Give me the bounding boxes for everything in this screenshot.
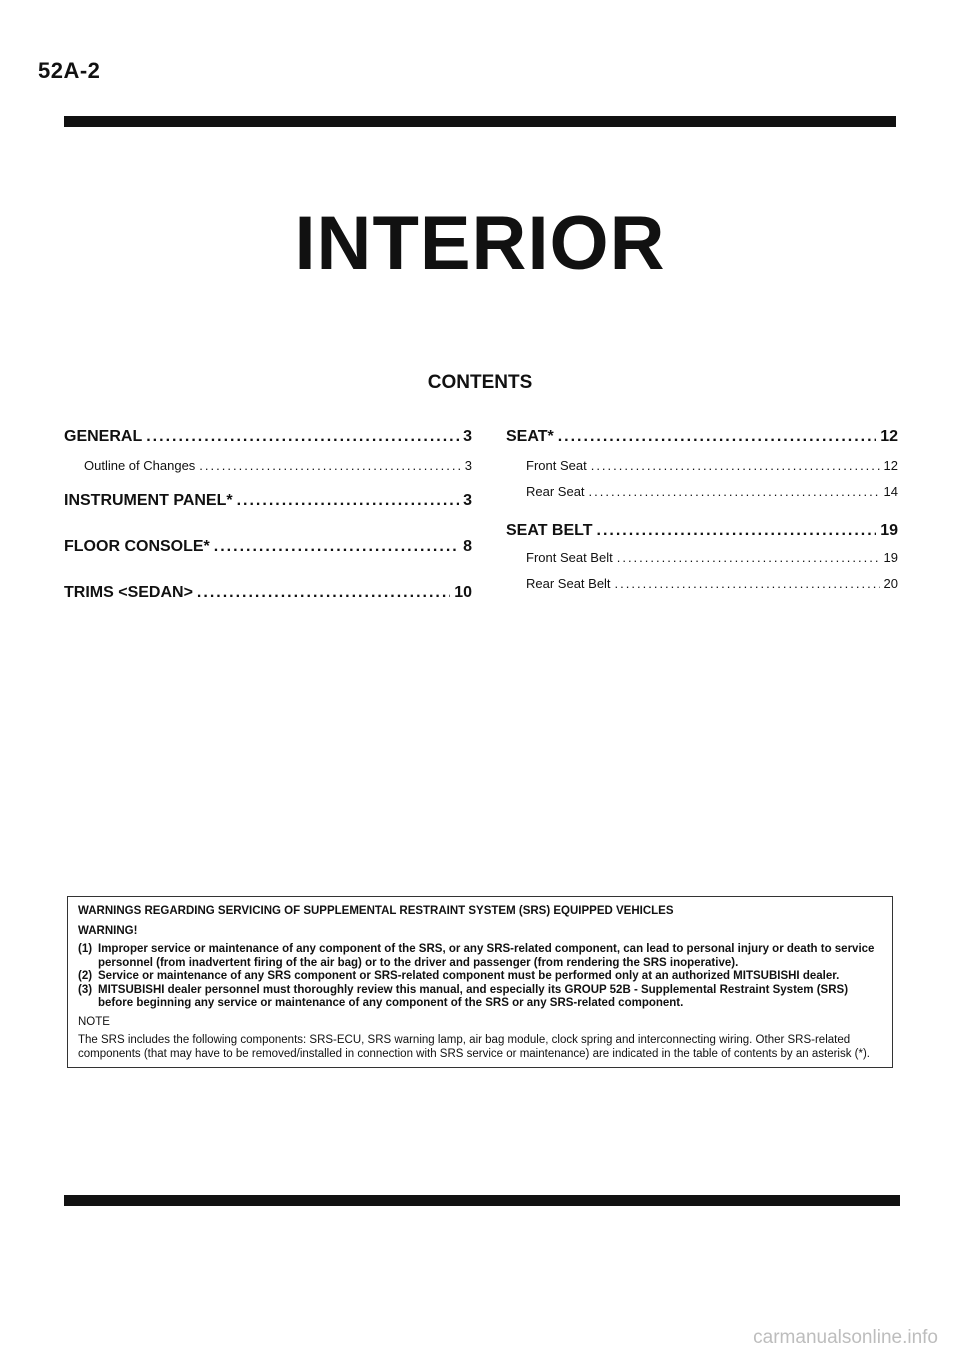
toc-entry-page: 3 xyxy=(463,428,472,445)
document-title: INTERIOR xyxy=(294,201,666,286)
toc-entry-page: 20 xyxy=(883,576,898,591)
warning-item xyxy=(78,943,882,970)
warning-item-number: (3) xyxy=(78,983,93,996)
toc-leader-dots xyxy=(589,484,880,499)
toc-entry-page: 8 xyxy=(463,538,472,555)
toc-entry-seat[interactable] xyxy=(506,428,898,448)
warning-item-text: Service or maintenance of any SRS component or SRS-related component must be performed only at an authorized MITSUBISHI dealer. xyxy=(98,970,840,982)
toc-entry-seat-belt[interactable] xyxy=(506,522,898,542)
toc-leader-dots xyxy=(237,492,460,510)
bottom-rule xyxy=(64,1195,900,1206)
toc-leader-dots xyxy=(146,428,459,446)
toc-left-column xyxy=(64,428,472,604)
toc-leader-dots xyxy=(558,428,876,446)
toc-entry-label: Outline of Changes xyxy=(84,458,196,473)
note-text: The SRS includes the following components: SRS-ECU, SRS warning lamp, air bag module, clock spring and interconnecting wiring. Other SRS-related components (that may have to be removed/installed in connection with SRS service or maintenance) are indicated in the table of contents by an asterisk (*). xyxy=(78,1034,871,1060)
toc-leader-dots xyxy=(597,522,877,540)
warning-item xyxy=(78,984,882,1011)
toc-entry-page: 12 xyxy=(880,428,898,445)
toc-entry-page: 19 xyxy=(880,522,898,539)
warning-item-number: (2) xyxy=(78,970,93,982)
srs-warning-box xyxy=(67,896,893,1068)
toc-entry-page: 10 xyxy=(454,584,472,601)
top-rule xyxy=(64,116,896,127)
toc-entry-page: 19 xyxy=(883,550,898,565)
toc-right-column xyxy=(506,428,898,594)
toc-entry-front-seat[interactable] xyxy=(506,458,898,476)
toc-entry-general[interactable] xyxy=(64,428,472,448)
watermark-text: carmanualsonline.info xyxy=(753,1327,938,1348)
toc-entry-page: 3 xyxy=(464,458,472,473)
note-label: NOTE xyxy=(78,1015,110,1028)
warning-item-text: MITSUBISHI dealer personnel must thoroughly review this manual, and especially its GROUP 52B - Supplemental Restraint System (SRS) before beginning any service or maintenance of any component of the SRS or any SRS-related component. xyxy=(98,983,849,1009)
toc-entry-page: 12 xyxy=(883,458,898,473)
toc-entry-label: Rear Seat xyxy=(526,484,585,499)
toc-entry-outline-of-changes[interactable] xyxy=(64,458,472,476)
toc-entry-label: FLOOR CONSOLE* xyxy=(64,538,210,555)
warning-box-heading: WARNINGS REGARDING SERVICING OF SUPPLEMENTAL RESTRAINT SYSTEM (SRS) EQUIPPED VEHICLES xyxy=(78,905,674,917)
warning-label: WARNING! xyxy=(78,924,138,937)
toc-leader-dots xyxy=(591,458,880,473)
toc-entry-trims-sedan[interactable] xyxy=(64,584,472,604)
warning-item-text: Improper service or maintenance of any component of the SRS, or any SRS-related component, can lead to personal injury or death to service personnel (from inadvertent firing of the air bag) or to the driver and passenger (from rendering the SRS inoperative). xyxy=(98,943,875,969)
toc-entry-page: 3 xyxy=(463,492,472,509)
toc-entry-front-seat-belt[interactable] xyxy=(506,550,898,568)
contents-heading: CONTENTS xyxy=(427,372,533,393)
toc-entry-rear-seat[interactable] xyxy=(506,484,898,502)
toc-entry-label: INSTRUMENT PANEL* xyxy=(64,492,233,509)
toc-entry-label: Rear Seat Belt xyxy=(526,576,611,591)
toc-entry-label: TRIMS <SEDAN> xyxy=(64,584,193,601)
toc-entry-label: Front Seat xyxy=(526,458,587,473)
toc-entry-label: SEAT* xyxy=(506,428,554,445)
toc-leader-dots xyxy=(615,576,880,591)
toc-entry-label: GENERAL xyxy=(64,428,143,445)
toc-leader-dots xyxy=(197,584,450,602)
toc-entry-rear-seat-belt[interactable] xyxy=(506,576,898,594)
toc-leader-dots xyxy=(617,550,880,565)
warning-item-number: (1) xyxy=(78,943,93,955)
toc-entry-label: SEAT BELT xyxy=(506,522,593,539)
toc-entry-instrument-panel[interactable] xyxy=(64,492,472,512)
toc-entry-floor-console[interactable] xyxy=(64,538,472,558)
toc-entry-page: 14 xyxy=(883,484,898,499)
toc-leader-dots xyxy=(199,458,460,473)
warning-list xyxy=(78,943,882,1011)
page-number: 52A-2 xyxy=(38,58,101,83)
toc-entry-label: Front Seat Belt xyxy=(526,550,613,565)
warning-item xyxy=(78,970,882,984)
toc-leader-dots xyxy=(214,538,459,556)
